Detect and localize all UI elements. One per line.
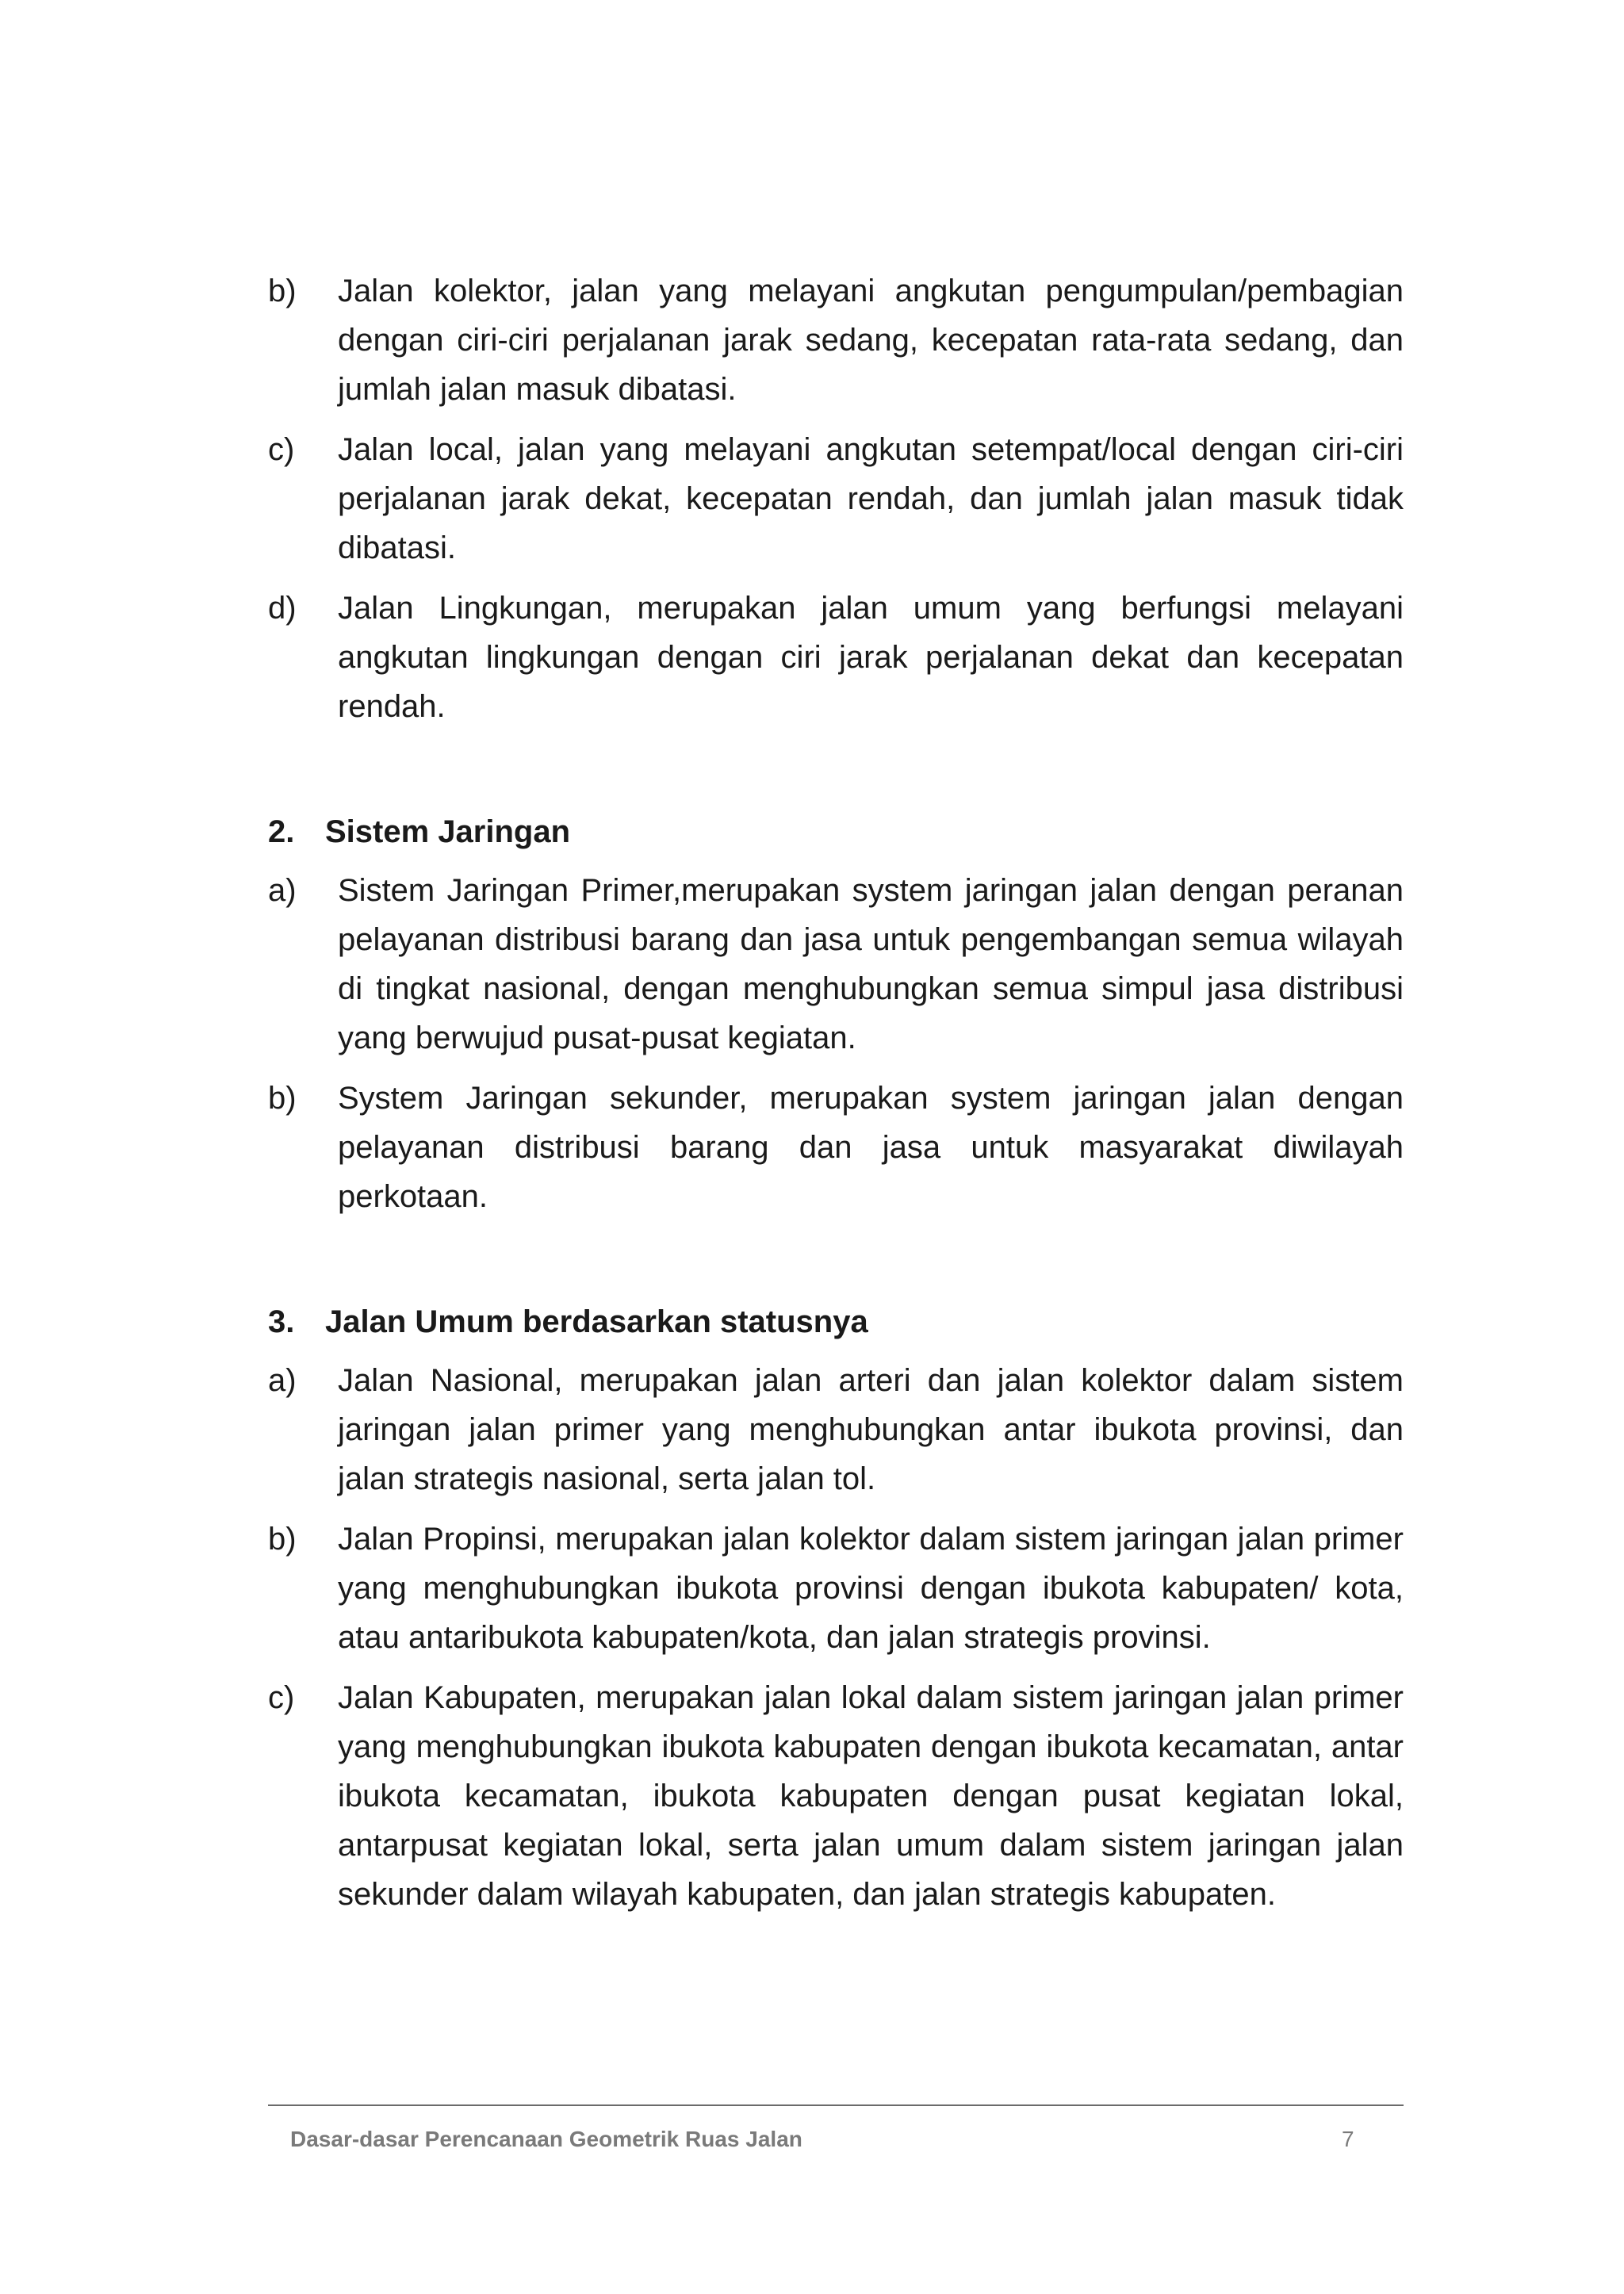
list-item-text: Jalan Nasional, merupakan jalan arteri dan jalan kolektor dalam sistem jaringan jalan primer yang menghubungkan antar ibukota provinsi, dan jalan strategis nasional, serta jalan tol. [338,1363,1404,1496]
list-item-text: Jalan local, jalan yang melayani angkutan setempat/local dengan ciri-ciri perjalanan jarak dekat, kecepatan rendah, dan jumlah jalan masuk tidak dibatasi. [338,432,1404,565]
list-item [268,266,1404,414]
list-item [268,866,1404,1063]
list-item [268,1515,1404,1662]
section-number: 3. [268,1304,295,1339]
page-body [268,266,1404,1930]
list-marker: b) [268,1081,297,1116]
section-number: 2. [268,814,295,849]
list-item-text: Jalan Lingkungan, merupakan jalan umum yang berfungsi melayani angkutan lingkungan dengan ciri jarak perjalanan dekat dan kecepatan rendah. [338,591,1404,724]
list-item-text: Jalan kolektor, jalan yang melayani angkutan pengumpulan/pembagian dengan ciri-ciri perjalanan jarak sedang, kecepatan rata-rata sedang, dan jumlah jalan masuk dibatasi. [338,274,1404,407]
intro-list [268,266,1404,731]
section3-list [268,1356,1404,1919]
list-item-text: System Jaringan sekunder, merupakan system jaringan jalan dengan pelayanan distribusi barang dan jasa untuk masyarakat diwilayah perkotaan. [338,1081,1404,1214]
list-item [268,1673,1404,1919]
section2-list [268,866,1404,1221]
list-marker: b) [268,1522,297,1557]
list-item [268,1356,1404,1503]
page-number: 7 [1342,2127,1354,2151]
list-item [268,1074,1404,1221]
section-heading-jalan-umum [268,1297,1404,1346]
section-title: Jalan Umum berdasarkan statusnya [325,1304,868,1339]
list-marker: c) [268,1680,295,1715]
footer-divider [268,2104,1404,2106]
list-item-text: Sistem Jaringan Primer,merupakan system jaringan jalan dengan peranan pelayanan distribusi barang dan jasa untuk pengembangan semua wilayah di tingkat nasional, dengan menghubungkan semua simpul jasa distribusi yang berwujud pusat-pusat kegiatan. [338,873,1404,1055]
section-title: Sistem Jaringan [325,814,571,849]
section-heading-sistem-jaringan [268,807,1404,856]
list-item-text: Jalan Kabupaten, merupakan jalan lokal dalam sistem jaringan jalan primer yang menghubungkan ibukota kabupaten dengan ibukota kecamatan, antar ibukota kecamatan, ibukota kabupaten dengan pusat kegiatan lokal, antarpusat kegiatan lokal, serta jalan umum dalam sistem jaringan jalan sekunder dalam wilayah kabupaten, dan jalan strategis kabupaten. [338,1680,1404,1912]
footer-title: Dasar-dasar Perencanaan Geometrik Ruas Jalan [290,2127,802,2151]
list-marker: d) [268,591,297,626]
list-item [268,425,1404,573]
list-marker: a) [268,1363,297,1398]
list-marker: c) [268,432,295,467]
list-item [268,584,1404,731]
list-marker: a) [268,873,297,908]
list-marker: b) [268,274,297,308]
list-item-text: Jalan Propinsi, merupakan jalan kolektor dalam sistem jaringan jalan primer yang menghubungkan ibukota provinsi dengan ibukota kabupaten/ kota, atau antaribukota kabupaten/kota, dan jalan strategis provinsi. [338,1522,1404,1655]
